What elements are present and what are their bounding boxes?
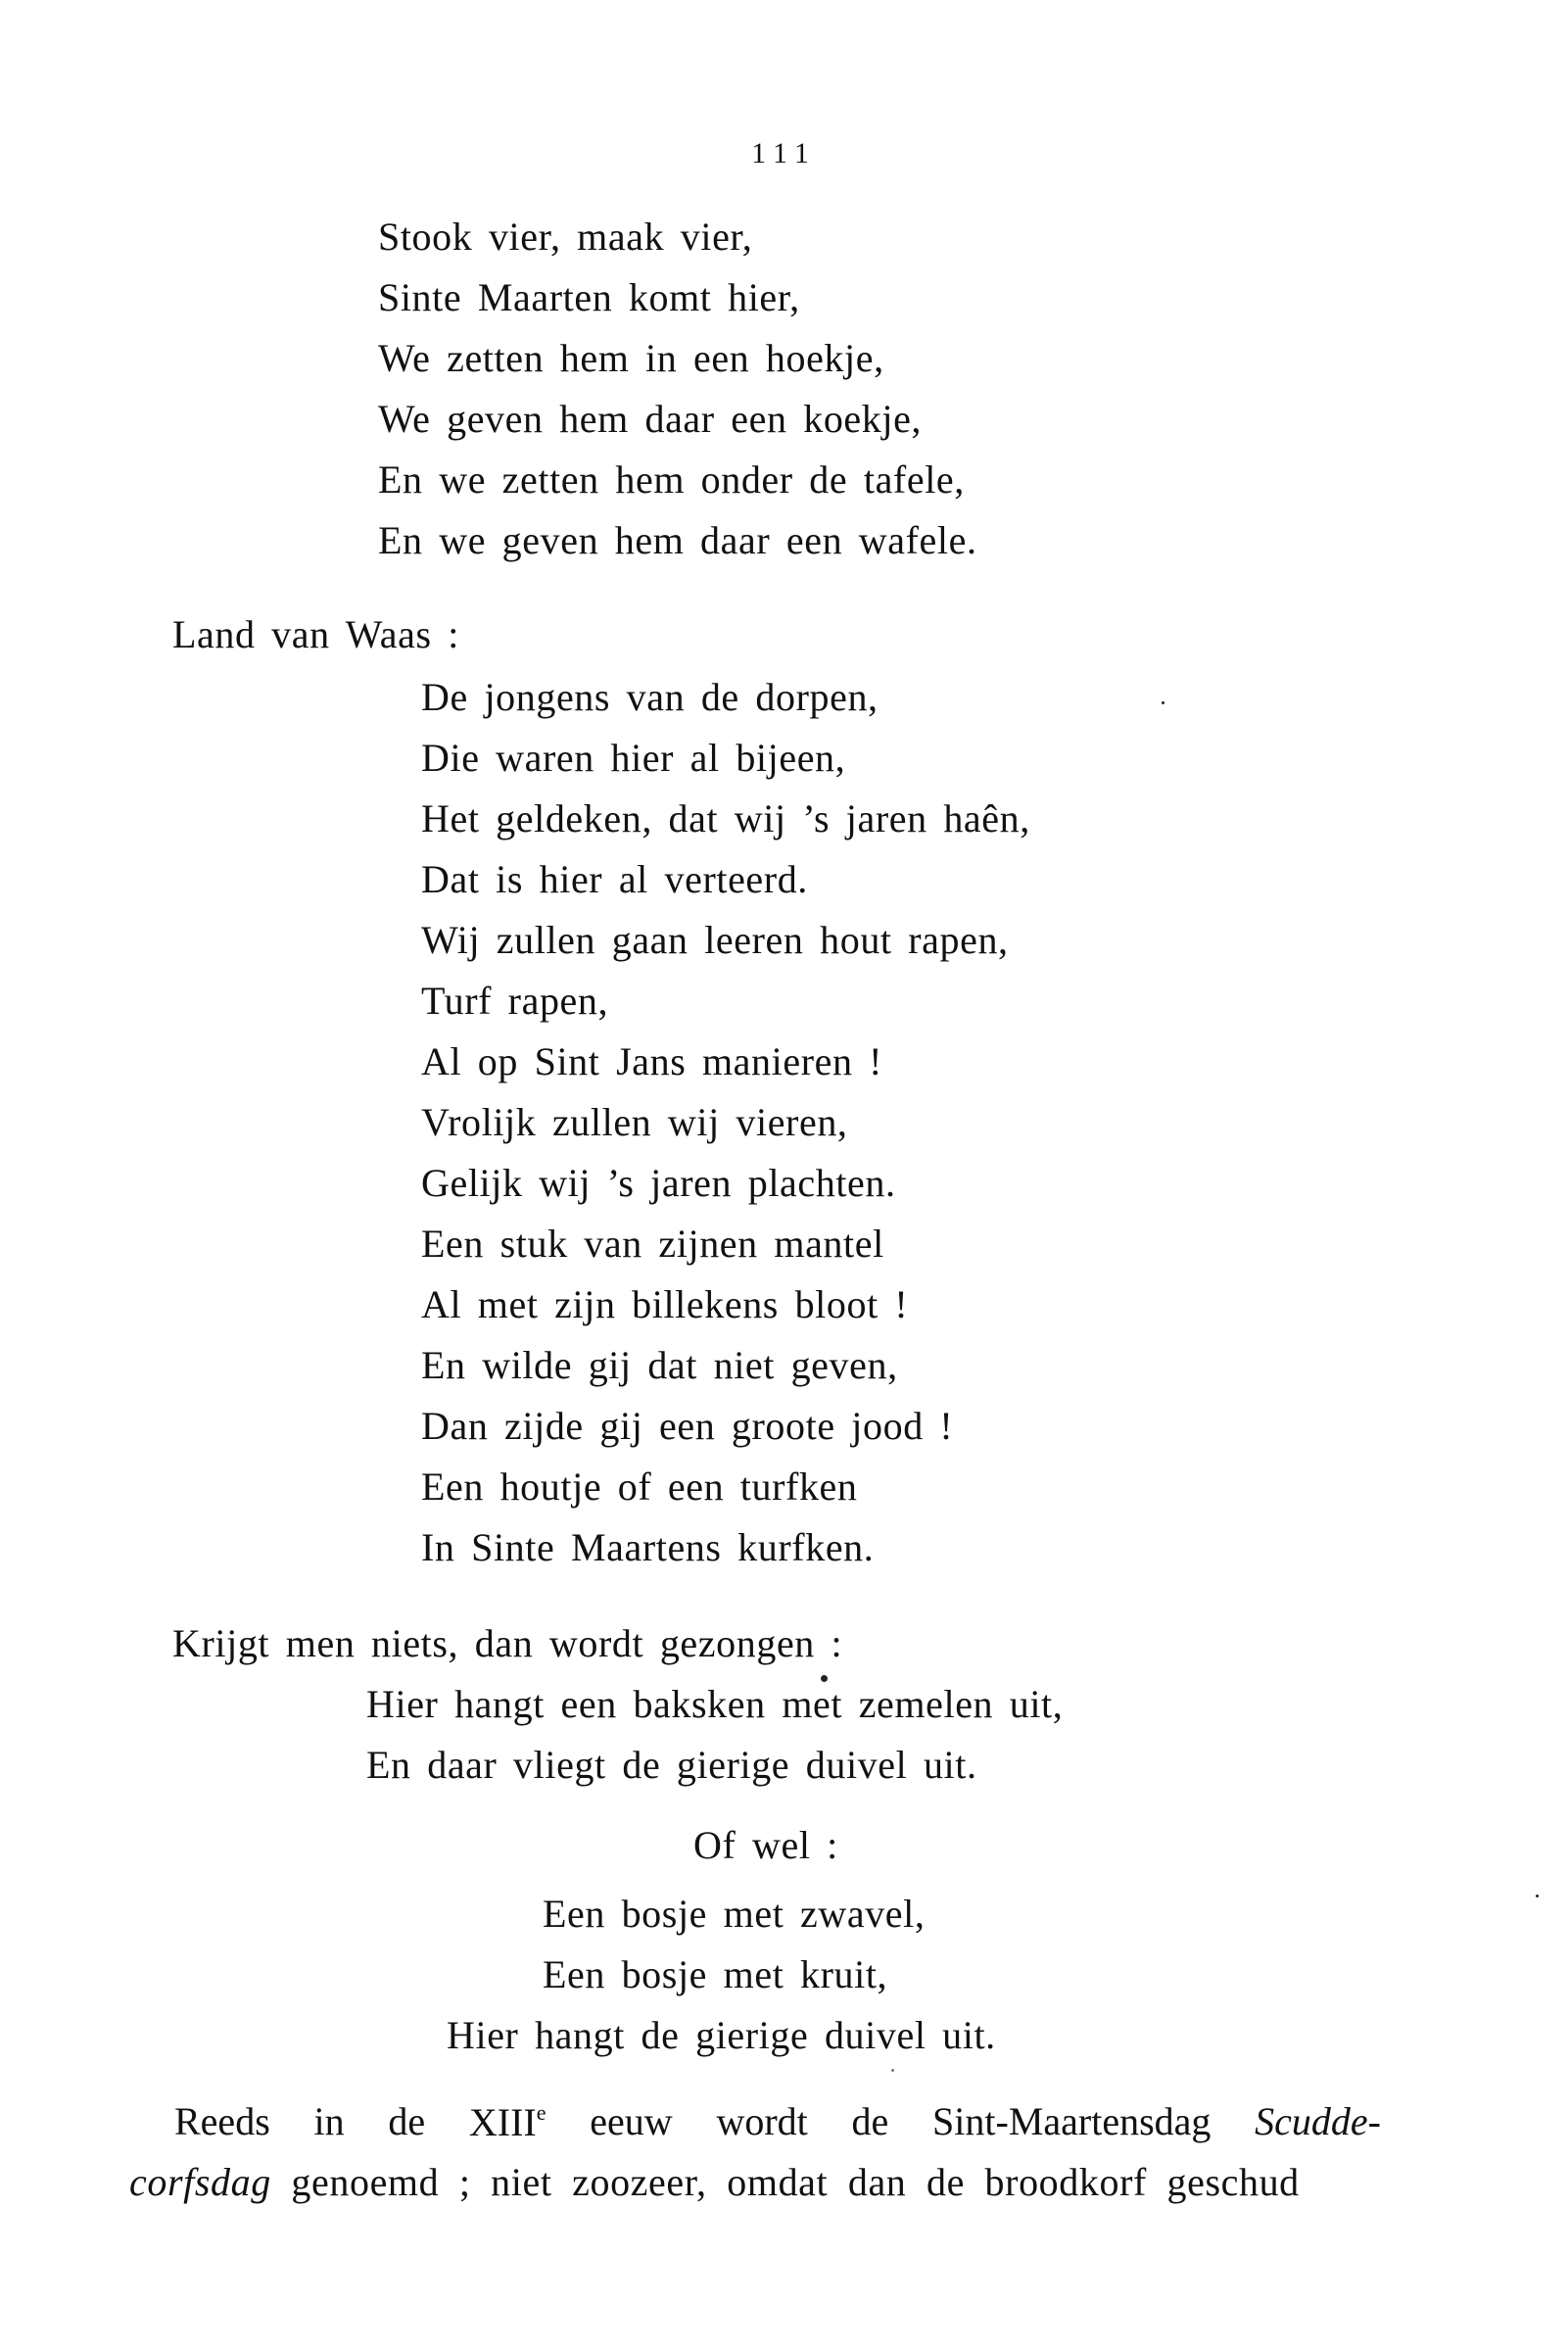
verse-line: Een stuk van zijnen mantel — [421, 1222, 884, 1266]
verse-line: Het geldeken, dat wij ’s jaren haên, — [421, 796, 1030, 840]
word: eeuw — [590, 2099, 673, 2143]
verse-line: We geven hem daar een koekje, — [378, 397, 923, 441]
word: de — [851, 2099, 889, 2143]
word: de — [388, 2099, 426, 2143]
print-speck — [891, 2069, 894, 2072]
section-heading: Of wel : — [693, 1823, 838, 1867]
section-heading: Land van Waas : — [172, 612, 459, 656]
word-italic: corfsdag — [129, 2160, 271, 2204]
verse-line: Turf rapen, — [421, 979, 609, 1023]
word-century: XIIIe — [468, 2100, 546, 2144]
paragraph-line-1 — [174, 2099, 1381, 2144]
word: in — [313, 2099, 345, 2143]
verse-line: Al met zijn billekens bloot ! — [421, 1282, 909, 1326]
verse-line: Hier hangt de gierige duivel uit. — [447, 2013, 996, 2057]
verse-line: Vrolijk zullen wij vieren, — [421, 1100, 848, 1144]
word: Sint-Maartensdag — [932, 2099, 1212, 2143]
verse-line: En we geven hem daar een wafele. — [378, 518, 977, 562]
verse-line: Dan zijde gij een groote jood ! — [421, 1404, 954, 1448]
print-speck — [1162, 701, 1164, 704]
paragraph-line-2: corfsdag genoemd ; niet zoozeer, omdat dan de broodkorf geschud — [129, 2160, 1300, 2204]
verse-line: Een bosje met kruit, — [543, 1952, 888, 1996]
print-speck — [1536, 1895, 1539, 1897]
verse-line: De jongens van de dorpen, — [421, 675, 879, 719]
print-speck — [821, 1675, 828, 1682]
verse-line: Sinte Maarten komt hier, — [378, 275, 800, 319]
verse-line: En we zetten hem onder de tafele, — [378, 457, 965, 502]
verse-line: Dat is hier al verteerd. — [421, 857, 808, 901]
section-heading: Krijgt men niets, dan wordt gezongen : — [172, 1621, 843, 1665]
verse-line: Al op Sint Jans manieren ! — [421, 1039, 883, 1083]
verse-line: Stook vier, maak vier, — [378, 215, 753, 259]
verse-line: En daar vliegt de gierige duivel uit. — [366, 1743, 977, 1787]
verse-line: Een bosje met zwavel, — [543, 1892, 926, 1936]
verse-line: Gelijk wij ’s jaren plachten. — [421, 1161, 896, 1205]
page-number: 111 — [751, 137, 817, 169]
word-italic: Scudde- — [1255, 2099, 1381, 2143]
verse-line: En wilde gij dat niet geven, — [421, 1343, 898, 1387]
verse-line: Die waren hier al bijeen, — [421, 736, 846, 780]
verse-line: Hier hangt een baksken met zemelen uit, — [366, 1682, 1064, 1726]
verse-line: In Sinte Maartens kurfken. — [421, 1525, 875, 1569]
word: Reeds — [174, 2099, 270, 2143]
verse-line: Een houtje of een turfken — [421, 1464, 858, 1509]
word: wordt — [716, 2099, 808, 2143]
verse-line: Wij zullen gaan leeren hout rapen, — [421, 918, 1009, 962]
verse-line: We zetten hem in een hoekje, — [378, 336, 884, 380]
